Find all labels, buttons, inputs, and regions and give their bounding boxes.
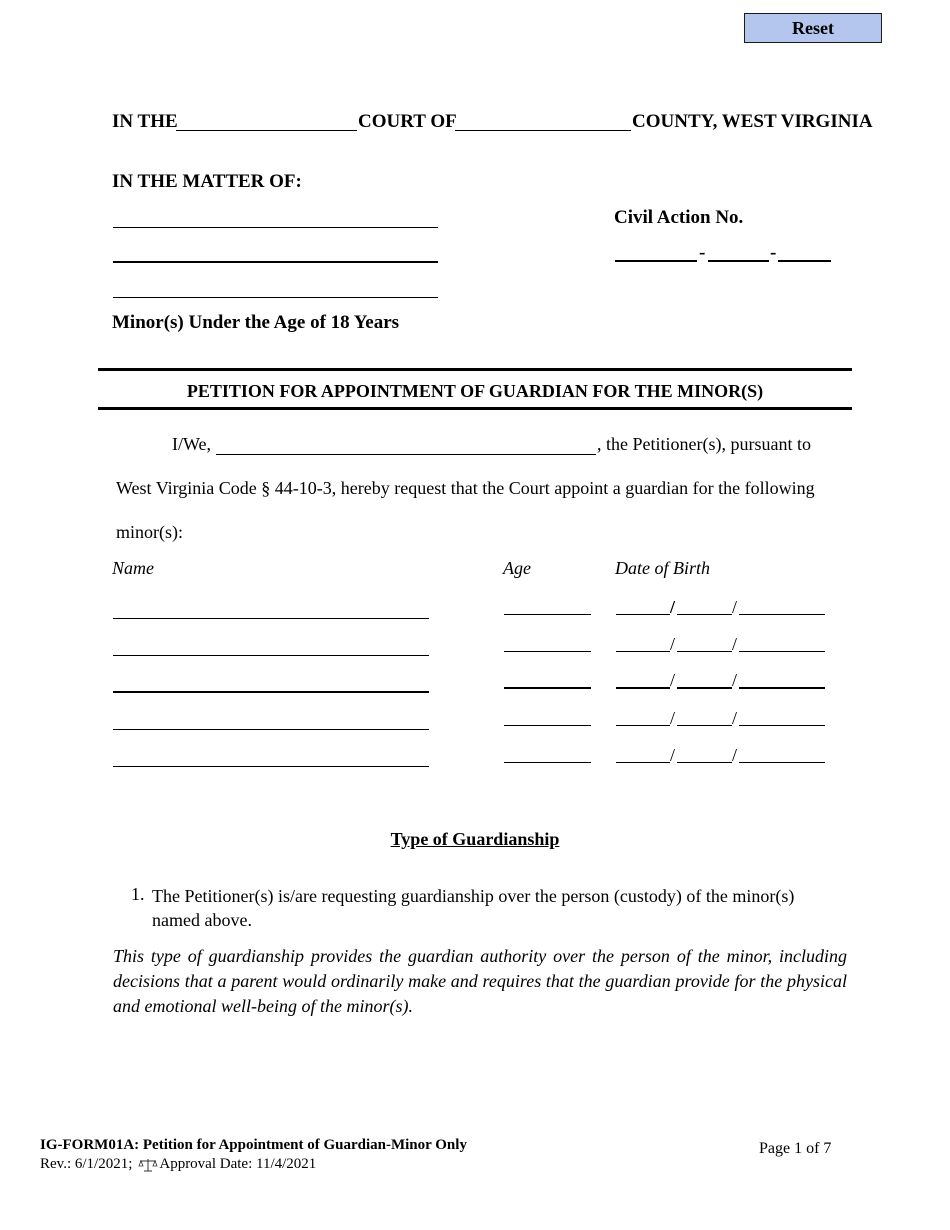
date-separator: / <box>732 708 738 728</box>
minor-dob-day-field[interactable] <box>677 687 732 689</box>
petition-minors-text: minor(s): <box>116 522 183 542</box>
minor-dob-month-field[interactable] <box>616 725 670 726</box>
minor-name-field[interactable] <box>113 655 429 656</box>
name-column-header: Name <box>112 558 154 578</box>
minor-age-field[interactable] <box>504 687 591 689</box>
minor-dob-day-field[interactable] <box>677 725 732 726</box>
date-separator: / <box>732 670 738 690</box>
minor-dob-month-field[interactable] <box>616 687 670 689</box>
minor-name-field[interactable] <box>113 729 429 730</box>
form-revision-info <box>40 1156 316 1173</box>
petitioner-suffix: , the Petitioner(s), pursuant to <box>597 434 811 454</box>
matter-label: IN THE MATTER OF: <box>112 171 302 192</box>
guardianship-item-text: The Petitioner(s) is/are requesting guardianship over the person (custody) of the minor(s) named above. <box>152 886 795 930</box>
minor-dob-day-field[interactable] <box>677 651 732 652</box>
in-the-label: IN THE <box>112 111 178 132</box>
civil-action-type-field[interactable] <box>708 260 769 262</box>
petitioner-name-field[interactable] <box>216 454 596 455</box>
date-separator: / <box>670 634 676 654</box>
minor-age-field[interactable] <box>504 762 591 763</box>
date-separator: / <box>670 708 676 728</box>
title-bottom-rule <box>98 407 852 410</box>
minor-dob-year-field[interactable] <box>739 651 825 652</box>
civil-action-year-field[interactable] <box>615 260 697 262</box>
civil-action-separator: - <box>699 242 706 263</box>
minor-dob-year-field[interactable] <box>739 762 825 763</box>
minor-dob-month-field[interactable] <box>616 614 670 615</box>
scales-of-justice-icon <box>138 1158 158 1172</box>
title-top-rule <box>98 368 852 371</box>
date-separator: / <box>670 745 676 765</box>
guardianship-item-number: 1. <box>131 884 145 904</box>
county-name-field[interactable] <box>455 130 631 131</box>
minor-dob-month-field[interactable] <box>616 651 670 652</box>
matter-name-field-3[interactable] <box>113 297 438 298</box>
minor-dob-month-field[interactable] <box>616 762 670 763</box>
approval-date-text: Approval Date: 11/4/2021 <box>159 1156 317 1172</box>
minor-dob-day-field[interactable] <box>677 614 732 615</box>
minor-dob-year-field[interactable] <box>739 725 825 726</box>
guardianship-explanation: This type of guardianship provides the guardian authority over the person of the minor, including decisions that a parent would ordinarily make and requires that the guardian provide for the physical and emotional well-being of the minor(s). <box>113 946 847 1016</box>
revision-text: Rev.: 6/1/2021; <box>40 1156 133 1172</box>
minor-age-field[interactable] <box>504 725 591 726</box>
reset-button[interactable]: Reset <box>744 13 882 43</box>
minor-age-field[interactable] <box>504 651 591 652</box>
dob-column-header: Date of Birth <box>615 558 710 578</box>
minors-under-18-label: Minor(s) Under the Age of 18 Years <box>112 312 400 333</box>
date-separator: / <box>670 670 676 690</box>
minor-name-field[interactable] <box>113 766 429 767</box>
date-separator: / <box>732 745 738 765</box>
guardianship-heading: Type of Guardianship <box>390 829 560 849</box>
petition-code-text: West Virginia Code § 44-10-3, hereby request that the Court appoint a guardian for the following <box>116 478 815 498</box>
matter-name-field-2[interactable] <box>113 261 438 263</box>
minor-age-field[interactable] <box>504 614 591 615</box>
civil-action-separator: - <box>770 242 777 263</box>
date-separator: / <box>670 597 676 617</box>
minor-dob-day-field[interactable] <box>677 762 732 763</box>
petitioner-prefix: I/We, <box>172 434 212 454</box>
date-separator: / <box>732 634 738 654</box>
date-separator: / <box>732 597 738 617</box>
civil-action-number-field[interactable] <box>778 260 831 262</box>
minor-name-field[interactable] <box>113 691 429 693</box>
matter-name-field-1[interactable] <box>113 227 438 228</box>
form-title: IG-FORM01A: Petition for Appointment of Guardian-Minor Only <box>40 1137 467 1153</box>
court-of-label: COURT OF <box>358 111 457 132</box>
petition-title: PETITION FOR APPOINTMENT OF GUARDIAN FOR THE MINOR(S) <box>186 381 764 401</box>
minor-name-field[interactable] <box>113 618 429 619</box>
county-state-label: COUNTY, WEST VIRGINIA <box>632 111 873 132</box>
age-column-header: Age <box>503 558 531 578</box>
minor-dob-year-field[interactable] <box>739 687 825 689</box>
page-number: Page 1 of 7 <box>759 1140 832 1157</box>
court-name-field[interactable] <box>176 130 357 131</box>
minor-dob-year-field[interactable] <box>739 614 825 615</box>
civil-action-label: Civil Action No. <box>614 207 744 228</box>
